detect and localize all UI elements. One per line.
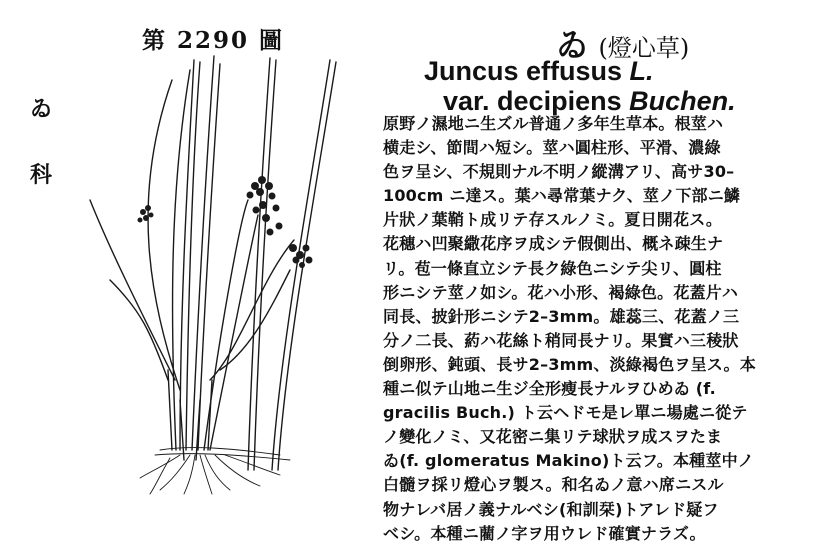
title-kana: ゐ	[556, 26, 589, 64]
text-line: 色ヲ呈シ、不規則ナル不明ノ縱溝アリ、高サ30–	[383, 162, 735, 182]
figure-number: 第 2290 圖	[142, 27, 285, 54]
text-line: 横走シ、節間ハ短シ。莖ハ圓柱形、平滑、濃綠	[383, 138, 721, 158]
species-author: L.	[629, 56, 654, 86]
text-line: ベシ。本種ニ藺ノ字ヲ用ウレド確實ナラズ。	[383, 523, 706, 543]
text-line: gracilis Buch.) ト云ヘドモ是レ單ニ場處ニ從テ	[383, 403, 748, 423]
text-line: 分ノ二長、葯ハ花絲ト稍同長ナリ。果實ハ三稜狀	[383, 330, 739, 350]
text-line: 種ニ似テ山地ニ生ジ全形瘦長ナルヲひめゐ (f.	[383, 379, 716, 399]
text-line: 100cm ニ達ス。葉ハ尋常葉ナク、莖ノ下部ニ鱗	[383, 186, 741, 206]
text-line: 同長、披針形ニシテ2–3mm。雄蕊三、花蓋ノ三	[383, 306, 740, 326]
scientific-name-line-1	[424, 56, 654, 87]
family-label-char-2: 科	[30, 162, 53, 188]
species-name: Juncus effusus	[424, 56, 630, 86]
text-line: 物ナレバ居ノ義ナルベシ(和訓栞)トアレド疑フ	[383, 499, 719, 519]
text-line: ゐ(f. glomeratus Makino)ト云フ。本種莖中ノ	[383, 451, 754, 471]
title-kanji: (燈心草)	[598, 34, 690, 62]
text-line: 片狀ノ葉鞘ト成リテ存スルノミ。夏日開花ス。	[383, 210, 723, 230]
description-text	[383, 112, 831, 546]
text-line: リ。苞一條直立シテ長ク綠色ニシテ尖リ、圓柱	[383, 258, 722, 278]
text-line: 倒卵形、鈍頭、長サ2–3mm、淡綠褐色ヲ呈ス。本	[383, 354, 756, 374]
variety-name: var. decipiens	[443, 86, 630, 116]
text-line: 白髓ヲ採リ燈心ヲ製ス。和名ゐノ意ハ席ニスル	[383, 475, 724, 495]
plant-illustration	[80, 50, 380, 495]
variety-author: Buchen.	[629, 86, 736, 116]
text-line: 原野ノ濕地ニ生ズル普通ノ多年生草本。根莖ハ	[383, 114, 724, 133]
text-line: 形ニシテ莖ノ如シ。花ハ小形、褐綠色。花蓋片ハ	[383, 282, 739, 302]
family-label-char-1: ゐ	[30, 96, 53, 122]
text-line: 花穗ハ凹聚繖花序ヲ成シテ假側出、概ネ疎生ナ	[383, 234, 724, 254]
text-line: ノ變化ノミ、又花密ニ集リテ球狀ヲ成スヲたま	[383, 427, 723, 447]
